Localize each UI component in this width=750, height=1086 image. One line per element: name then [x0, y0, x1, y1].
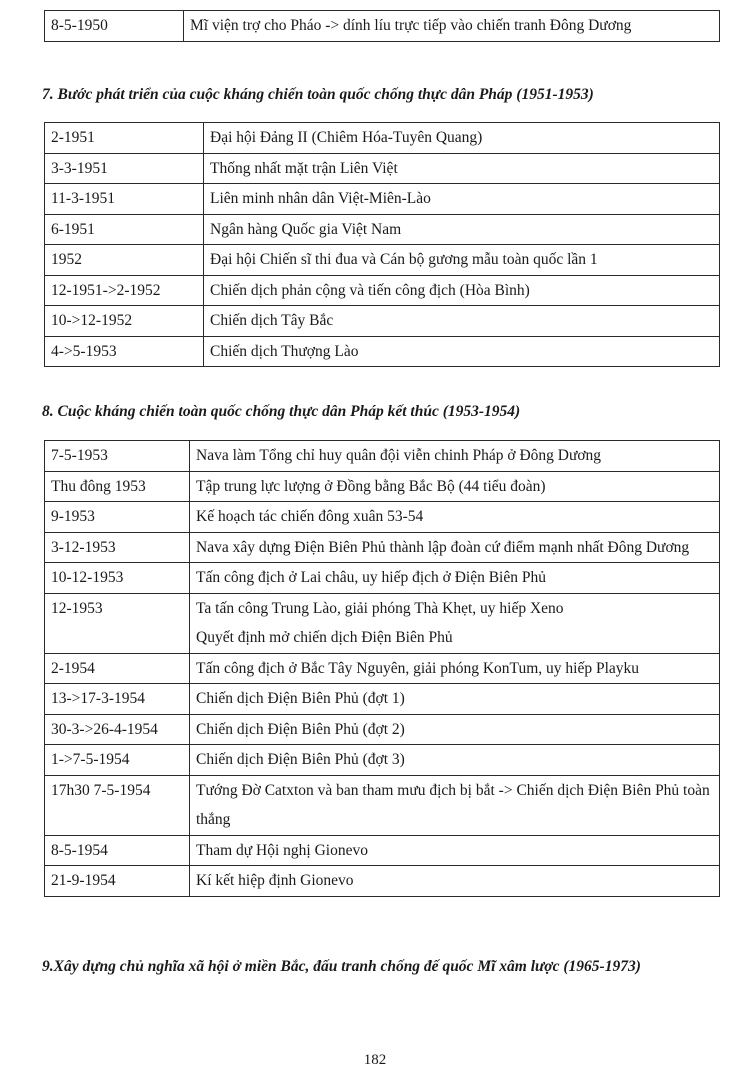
table-row — [45, 123, 720, 154]
section-8-table — [44, 440, 720, 897]
table-row — [45, 502, 720, 533]
date-cell: 12-1951->2-1952 — [45, 275, 204, 306]
event-cell: Chiến dịch phản cộng và tiến công địch (Hòa Bình) — [204, 275, 720, 306]
table-row — [45, 275, 720, 306]
event-cell: Tấn công địch ở Lai châu, uy hiếp địch ở Điện Biên Phủ — [190, 563, 720, 594]
event-cell: Ngân hàng Quốc gia Việt Nam — [204, 214, 720, 245]
date-cell: 9-1953 — [45, 502, 190, 533]
event-cell: Nava xây dựng Điện Biên Phủ thành lập đoàn cứ điểm mạnh nhất Đông Dương — [190, 532, 720, 563]
date-cell: 10-12-1953 — [45, 563, 190, 594]
page-number: 182 — [363, 1052, 387, 1068]
date-cell: 3-3-1951 — [45, 153, 204, 184]
table-row — [45, 714, 720, 745]
event-cell: Tham dự Hội nghị Gionevo — [190, 835, 720, 866]
date-cell: 7-5-1953 — [45, 441, 190, 472]
date-cell: 21-9-1954 — [45, 866, 190, 897]
event-line: Ta tấn công Trung Lào, giải phóng Thà Khẹt, uy hiếp Xeno — [196, 599, 564, 617]
event-cell: Đại hội Chiến sĩ thi đua và Cán bộ gương mẫu toàn quốc lần 1 — [204, 245, 720, 276]
event-cell: Mĩ viện trợ cho Pháo -> dính líu trực tiếp vào chiến tranh Đông Dương — [184, 11, 720, 42]
table-row — [45, 214, 720, 245]
event-cell: Chiến dịch Tây Bắc — [204, 306, 720, 337]
date-cell: 13->17-3-1954 — [45, 684, 190, 715]
event-cell: Tướng Đờ Catxton và ban tham mưu địch bị bắt -> Chiến dịch Điện Biên Phủ toàn thắng — [190, 775, 720, 835]
section-8-heading: 8. Cuộc kháng chiến toàn quốc chống thực dân Pháp kết thúc (1953-1954) — [42, 403, 521, 420]
section-7-table — [44, 122, 720, 367]
event-line: Quyết định mở chiến dịch Điện Biên Phủ — [196, 629, 453, 646]
date-cell: 2-1951 — [45, 123, 204, 154]
event-cell: Kế hoạch tác chiến đông xuân 53-54 — [190, 502, 720, 533]
table-row — [45, 306, 720, 337]
date-cell: 1->7-5-1954 — [45, 745, 190, 776]
table-row — [45, 245, 720, 276]
table-row — [45, 336, 720, 367]
event-cell: Liên minh nhân dân Việt-Miên-Lào — [204, 184, 720, 215]
date-cell: 30-3->26-4-1954 — [45, 714, 190, 745]
date-cell: 11-3-1951 — [45, 184, 204, 215]
table-row — [45, 184, 720, 215]
table-row — [45, 745, 720, 776]
date-cell: 3-12-1953 — [45, 532, 190, 563]
table-row — [45, 471, 720, 502]
date-cell: 8-5-1954 — [45, 835, 190, 866]
date-cell: 6-1951 — [45, 214, 204, 245]
date-cell: 1952 — [45, 245, 204, 276]
event-cell: Chiến dịch Thượng Lào — [204, 336, 720, 367]
date-cell: 4->5-1953 — [45, 336, 204, 367]
event-cell: Chiến dịch Điện Biên Phủ (đợt 1) — [190, 684, 720, 715]
table-row — [45, 593, 720, 653]
section-7-heading: 7. Bước phát triển của cuộc kháng chiến toàn quốc chống thực dân Pháp (1951-1953) — [42, 86, 594, 103]
section-6-table — [44, 10, 720, 42]
table-row — [45, 532, 720, 563]
table-row — [45, 835, 720, 866]
event-cell: Chiến dịch Điện Biên Phủ (đợt 3) — [190, 745, 720, 776]
table-row — [45, 775, 720, 835]
date-cell: 2-1954 — [45, 653, 190, 684]
event-cell: Tấn công địch ở Bắc Tây Nguyên, giải phóng KonTum, uy hiếp Playku — [190, 653, 720, 684]
date-cell: Thu đông 1953 — [45, 471, 190, 502]
event-cell: Đại hội Đảng II (Chiêm Hóa-Tuyên Quang) — [204, 123, 720, 154]
table-row — [45, 653, 720, 684]
event-cell: Kí kết hiệp định Gionevo — [190, 866, 720, 897]
event-cell: Nava làm Tổng chỉ huy quân đội viễn chinh Pháp ở Đông Dương — [190, 441, 720, 472]
date-cell: 10->12-1952 — [45, 306, 204, 337]
event-cell: Chiến dịch Điện Biên Phủ (đợt 2) — [190, 714, 720, 745]
date-cell: 8-5-1950 — [45, 11, 184, 42]
table-row — [45, 684, 720, 715]
event-cell: Thống nhất mặt trận Liên Việt — [204, 153, 720, 184]
date-cell: 17h30 7-5-1954 — [45, 775, 190, 835]
section-9-heading: 9.Xây dựng chủ nghĩa xã hội ở miền Bắc, đấu tranh chống đế quốc Mĩ xâm lược (1965-1973) — [42, 958, 641, 975]
date-cell: 12-1953 — [45, 593, 190, 653]
table-row — [45, 563, 720, 594]
table-row — [45, 11, 720, 42]
table-row — [45, 441, 720, 472]
table-row — [45, 153, 720, 184]
event-cell: Tập trung lực lượng ở Đồng bằng Bắc Bộ (44 tiểu đoàn) — [190, 471, 720, 502]
table-row — [45, 866, 720, 897]
event-cell — [190, 593, 720, 653]
